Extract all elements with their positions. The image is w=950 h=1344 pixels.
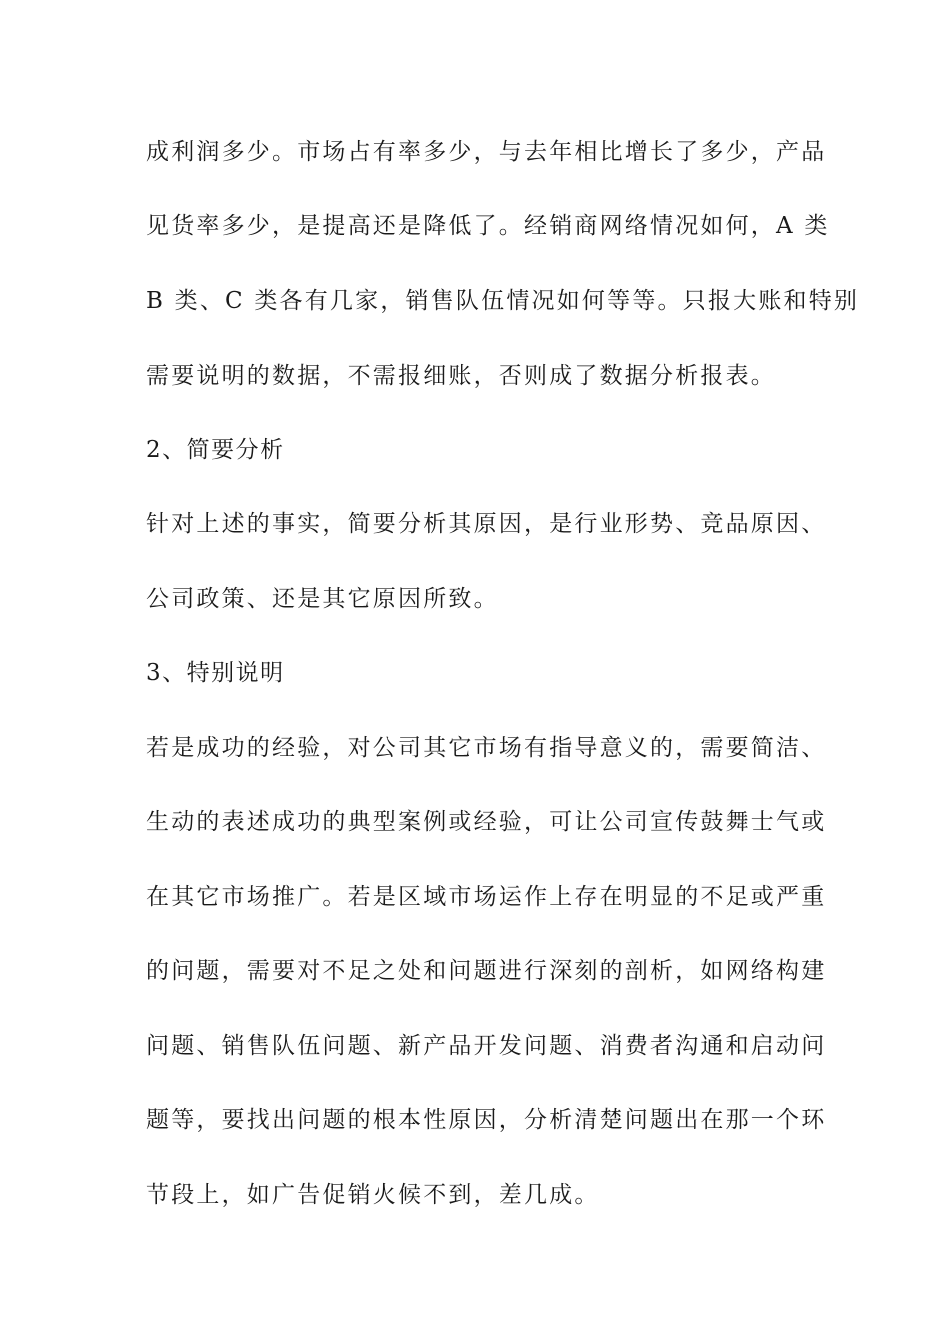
paragraph-line: 成利润多少。市场占有率多少，与去年相比增长了多少，产品	[146, 139, 827, 165]
paragraph-line: 针对上述的事实，简要分析其原因，是行业形势、竞品原因、	[146, 511, 827, 537]
paragraph-line: 问题、销售队伍问题、新产品开发问题、消费者沟通和启动问	[146, 1033, 827, 1059]
paragraph-line: B 类、C 类各有几家，销售队伍情况如何等等。只报大账和特别	[146, 288, 860, 314]
paragraph-line: 题等，要找出问题的根本性原因，分析清楚问题出在那一个环	[146, 1107, 827, 1133]
paragraph-line: 在其它市场推广。若是区域市场运作上存在明显的不足或严重	[146, 884, 827, 910]
paragraph-line: 公司政策、还是其它原因所致。	[146, 586, 499, 612]
paragraph-line: 若是成功的经验，对公司其它市场有指导意义的，需要简洁、	[146, 735, 827, 761]
paragraph-line: 见货率多少，是提高还是降低了。经销商网络情况如何，A 类	[146, 213, 830, 239]
section-heading: 3、特别说明	[146, 660, 285, 686]
paragraph-line: 的问题，需要对不足之处和问题进行深刻的剖析，如网络构建	[146, 958, 827, 984]
paragraph-line: 需要说明的数据，不需报细账，否则成了数据分析报表。	[146, 363, 776, 389]
section-heading: 2、简要分析	[146, 437, 285, 463]
paragraph-line: 节段上，如广告促销火候不到，差几成。	[146, 1182, 600, 1208]
paragraph-line: 生动的表述成功的典型案例或经验，可让公司宣传鼓舞士气或	[146, 809, 827, 835]
